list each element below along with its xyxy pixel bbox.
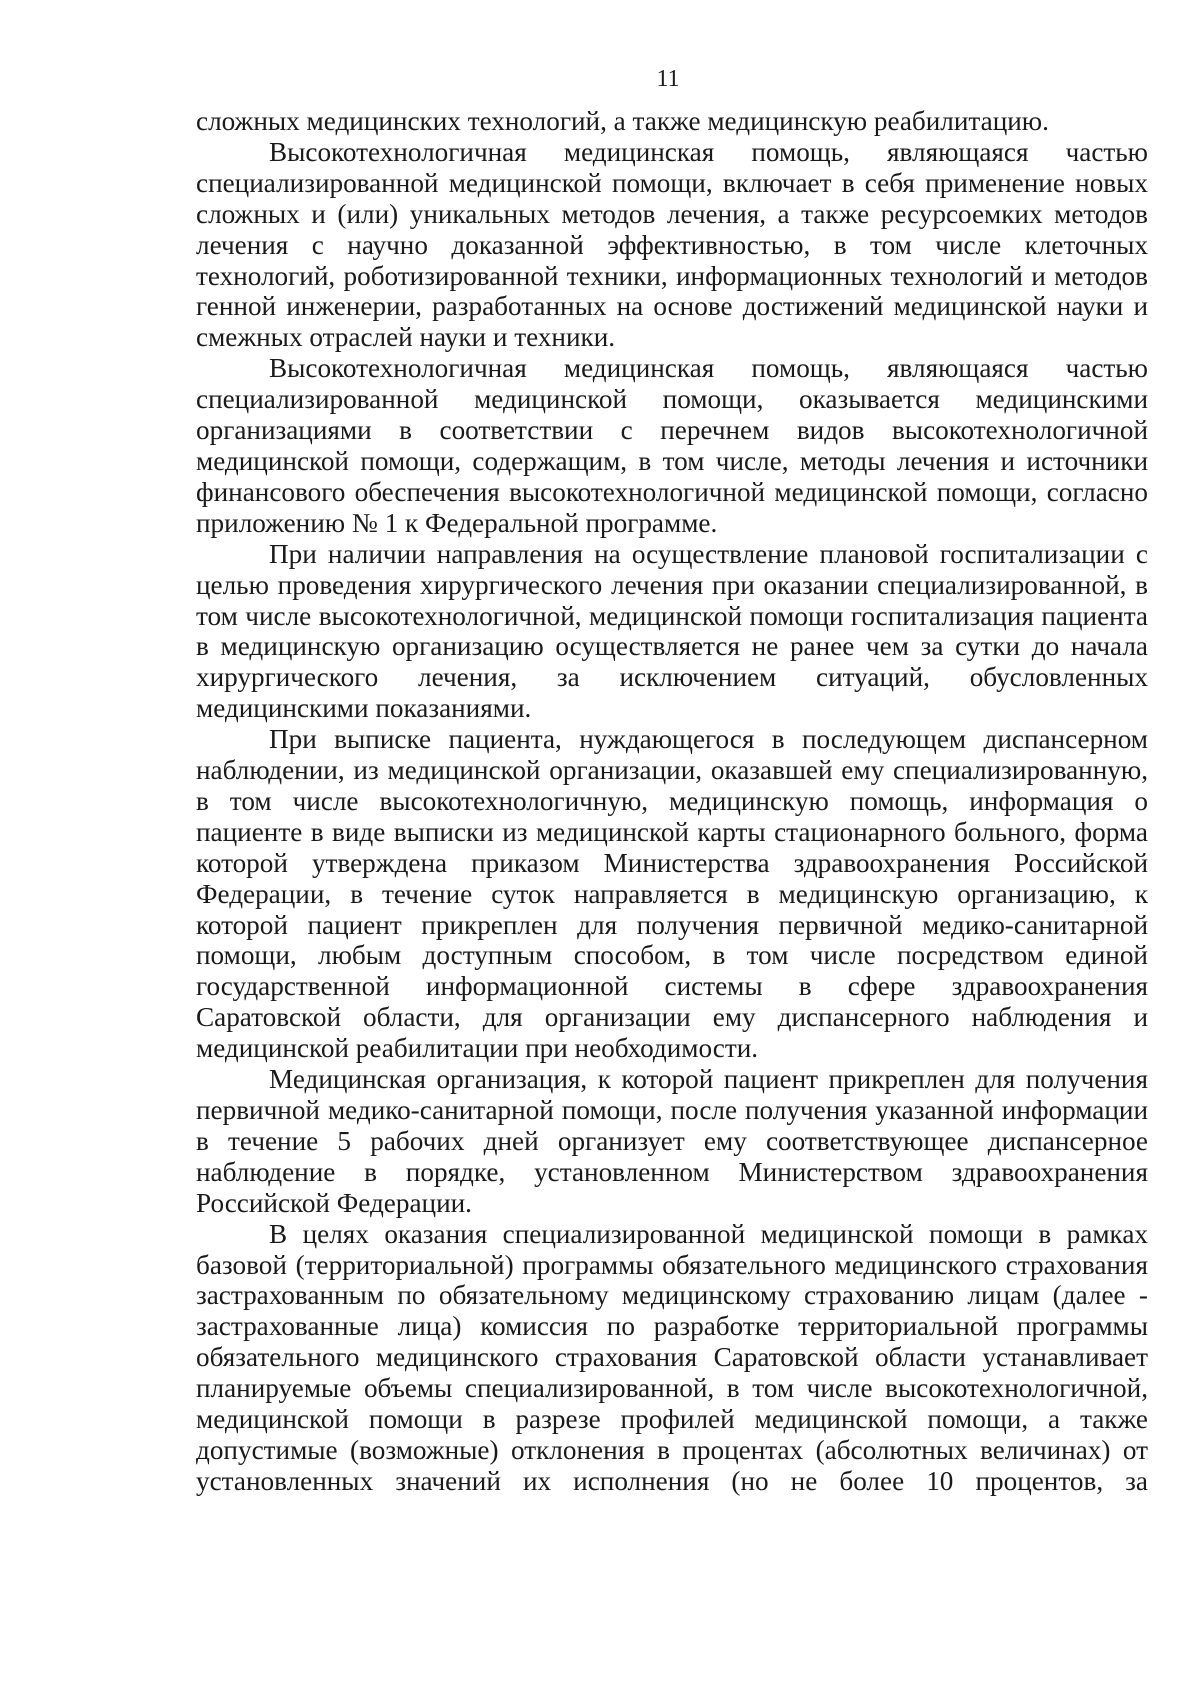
- paragraph-high-tech-care-definition: Высокотехнологичная медицинская помощь, являющаяся частью специализированной медицинской помощи, включает в себя применение новых сложных и (или) уникальных методов лечения, а также ресурсоемких методов лечения с научно доказанной эффективностью, в том числе клеточных технологий, роботизированной техники, информационных технологий и методов генной инженерии, разработанных на основе достижений медицинской науки и смежных отраслей науки и техники.: [196, 136, 1148, 353]
- paragraph-continuation: сложных медицинских технологий, а также медицинскую реабилитацию.: [196, 106, 1049, 136]
- paragraph-dispensary-observation: Медицинская организация, к которой пациент прикреплен для получения первичной медико-санитарной помощи, после получения указанной информации в течение 5 рабочих дней организует ему соответствующее диспансерное наблюдение в порядке, установленном Министерством здравоохранения Российской Федерации.: [196, 1064, 1148, 1218]
- paragraph-high-tech-care-provision: Высокотехнологичная медицинская помощь, являющаяся частью специализированной медицинской помощи, оказывается медицинскими организациями в соответствии с перечнем видов высокотехнологичной медицинской помощи, содержащим, в том числе, методы лечения и источники финансового обеспечения высокотехнологичной медицинской помощи, согласно приложению № 1 к Федеральной программе.: [196, 353, 1148, 538]
- paragraph-planned-volumes: В целях оказания специализированной медицинской помощи в рамках базовой (территориальной) программы обязательного медицинского страхования застрахованным по обязательному медицинскому страхованию лицам (далее - застрахованные лица) комиссия по разработке территориальной программы обязательного медицинского страхования Саратовской области устанавливает планируемые объемы специализированной, в том числе высокотехнологичной, медицинской помощи в разрезе профилей медицинской помощи, а также допустимые (возможные) отклонения в процентах (абсолютных величинах) от установленных значений их исполнения (но не более 10 процентов, за: [196, 1218, 1148, 1496]
- paragraph-patient-discharge: При выписке пациента, нуждающегося в последующем диспансерном наблюдении, из медицинской организации, оказавшей ему специализированную, в том числе высокотехнологичную, медицинскую помощь, информация о пациенте в виде выписки из медицинской карты стационарного больного, форма которой утверждена приказом Министерства здравоохранения Российской Федерации, в течение суток направляется в медицинскую организацию, к которой пациент прикреплен для получения первичной медико-санитарной помощи, любым доступным способом, в том числе посредством единой государственной информационной системы в сфере здравоохранения Саратовской области, для организации ему диспансерного наблюдения и медицинской реабилитации при необходимости.: [196, 724, 1148, 1064]
- body-text: [196, 106, 1148, 1497]
- paragraph-planned-hospitalization: При наличии направления на осуществление плановой госпитализации с целью проведения хирургического лечения при оказании специализированной, в том числе высокотехнологичной, медицинской помощи госпитализация пациента в медицинскую организацию осуществляется не ранее чем за сутки до начала хирургического лечения, за исключением ситуаций, обусловленных медицинскими показаниями.: [196, 538, 1148, 724]
- page-number: 11: [656, 66, 680, 92]
